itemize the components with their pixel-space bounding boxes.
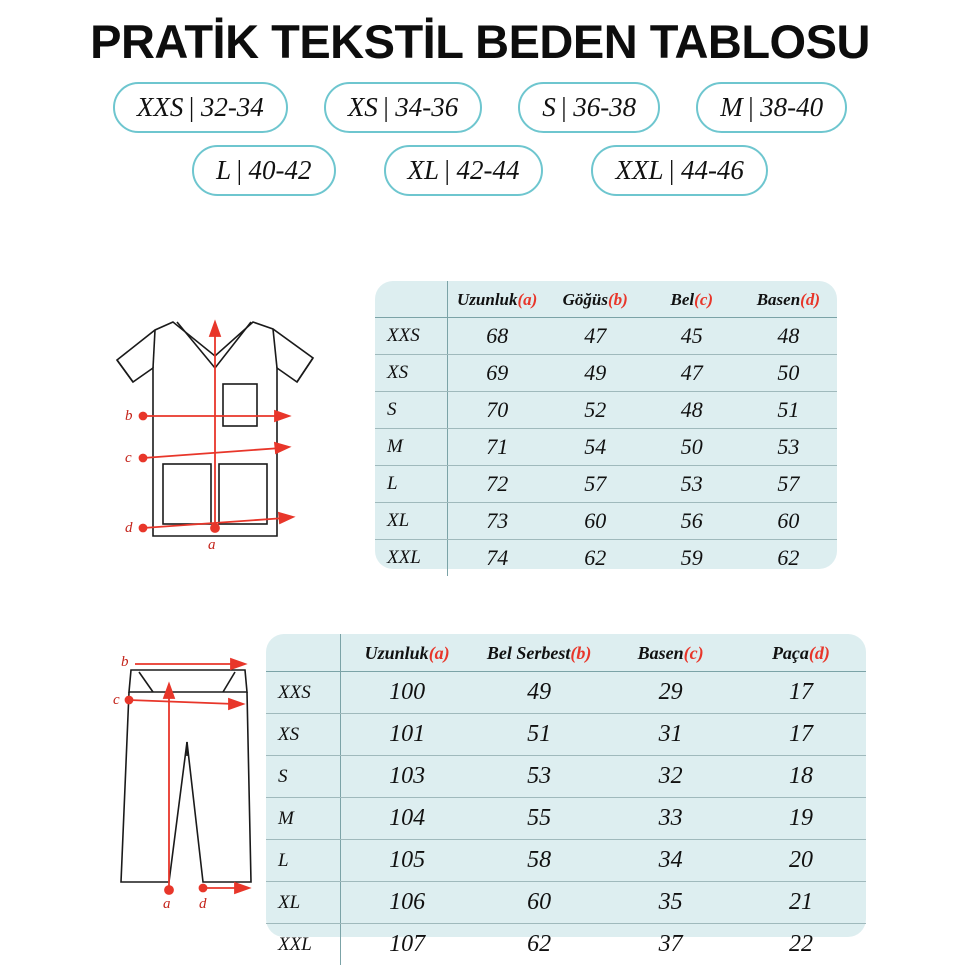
trousers-svg bbox=[95, 646, 295, 916]
table-corner-cell bbox=[266, 634, 341, 672]
table-row bbox=[375, 318, 837, 355]
size-pill-separator: | bbox=[187, 91, 195, 122]
row-size-label: S bbox=[266, 756, 341, 798]
size-pill-xs bbox=[324, 82, 482, 133]
table-corner-cell bbox=[375, 281, 447, 318]
cell-paca: 18 bbox=[736, 756, 866, 798]
table-row bbox=[266, 714, 866, 756]
table-row bbox=[266, 840, 866, 882]
cell-bel: 45 bbox=[644, 318, 740, 355]
size-pill-separator: | bbox=[235, 154, 243, 185]
size-pill-separator: | bbox=[559, 91, 568, 122]
trousers-measurements-panel bbox=[266, 634, 866, 957]
cell-gogus: 52 bbox=[546, 392, 643, 429]
cell-gogus: 62 bbox=[584, 545, 607, 570]
cell-basen: 60 bbox=[740, 503, 837, 540]
size-pill-label: XS bbox=[347, 91, 378, 122]
cell-uzunluk: 68 bbox=[447, 318, 546, 355]
cell-basen: 37 bbox=[658, 931, 683, 957]
table-row bbox=[375, 466, 837, 503]
column-header-paca: Paça(d) bbox=[736, 634, 866, 672]
cell-uzunluk: 100 bbox=[341, 672, 473, 714]
size-pill-range: 34-36 bbox=[395, 91, 459, 122]
size-pill-separator: | bbox=[381, 91, 390, 122]
size-pill-row-1 bbox=[0, 82, 960, 133]
cell-bel: 56 bbox=[644, 503, 740, 540]
cell-bel: 47 bbox=[644, 355, 740, 392]
column-header-uzunluk: Uzunluk(a) bbox=[341, 634, 473, 672]
cell-bel-serbest: 49 bbox=[473, 672, 605, 714]
size-pill-range: 36-38 bbox=[573, 91, 637, 122]
size-pill-range: 32-34 bbox=[200, 91, 264, 122]
cell-bel-serbest: 60 bbox=[473, 882, 605, 924]
size-pill-m bbox=[696, 82, 847, 133]
cell-bel: 50 bbox=[644, 429, 740, 466]
trousers-label-c: c bbox=[113, 692, 120, 708]
tunic-label-c: c bbox=[125, 450, 132, 466]
size-pill-range: 42-44 bbox=[456, 154, 520, 185]
size-pill-range: 44-46 bbox=[680, 154, 744, 185]
column-header-bel-serbest: Bel Serbest(b) bbox=[473, 634, 605, 672]
size-pill-separator: | bbox=[667, 154, 675, 185]
row-size-label: XL bbox=[375, 503, 447, 540]
size-pill-s bbox=[518, 82, 660, 133]
size-pill-separator: | bbox=[443, 154, 451, 185]
size-pill-xl bbox=[384, 145, 544, 196]
cell-uzunluk: 105 bbox=[341, 840, 473, 882]
cell-uzunluk: 70 bbox=[447, 392, 546, 429]
cell-basen: 34 bbox=[605, 840, 736, 882]
size-pill-label: XL bbox=[407, 154, 440, 185]
tunic-measurements-table bbox=[375, 281, 837, 576]
size-pill-label: L bbox=[216, 154, 232, 185]
trousers-measurements-table bbox=[266, 634, 866, 965]
cell-paca: 22 bbox=[788, 931, 813, 957]
size-pill-label: M bbox=[720, 91, 743, 122]
row-size-label: XL bbox=[266, 882, 341, 924]
size-pill-range: 38-40 bbox=[760, 91, 824, 122]
cell-paca: 21 bbox=[736, 882, 866, 924]
table-row bbox=[375, 503, 837, 540]
cell-basen: 33 bbox=[605, 798, 736, 840]
cell-uzunluk: 101 bbox=[341, 714, 473, 756]
cell-uzunluk: 73 bbox=[447, 503, 546, 540]
cell-basen: 62 bbox=[777, 545, 800, 570]
cell-basen: 35 bbox=[605, 882, 736, 924]
table-row bbox=[266, 924, 866, 966]
table-row bbox=[375, 429, 837, 466]
size-pill-label: XXL bbox=[615, 154, 664, 185]
cell-gogus: 57 bbox=[546, 466, 643, 503]
cell-uzunluk: 104 bbox=[341, 798, 473, 840]
table-row bbox=[266, 798, 866, 840]
cell-basen: 29 bbox=[605, 672, 736, 714]
column-header-gogus: Göğüs(b) bbox=[546, 281, 643, 318]
cell-paca: 20 bbox=[736, 840, 866, 882]
cell-bel-serbest: 53 bbox=[473, 756, 605, 798]
table-row bbox=[375, 392, 837, 429]
cell-bel: 48 bbox=[644, 392, 740, 429]
table-header-row bbox=[266, 634, 866, 672]
cell-bel: 53 bbox=[644, 466, 740, 503]
cell-paca: 17 bbox=[736, 672, 866, 714]
cell-uzunluk: 71 bbox=[447, 429, 546, 466]
column-header-bel: Bel(c) bbox=[644, 281, 740, 318]
tunic-label-a: a bbox=[208, 537, 216, 553]
tunic-diagram bbox=[95, 296, 335, 561]
cell-basen: 32 bbox=[605, 756, 736, 798]
cell-bel: 59 bbox=[680, 545, 703, 570]
cell-basen: 31 bbox=[605, 714, 736, 756]
size-pill-label: S bbox=[542, 91, 556, 122]
cell-uzunluk: 106 bbox=[341, 882, 473, 924]
cell-gogus: 49 bbox=[546, 355, 643, 392]
row-size-label: XS bbox=[266, 714, 341, 756]
trousers-label-b: b bbox=[121, 654, 129, 670]
cell-basen: 48 bbox=[740, 318, 837, 355]
size-pill-xxs bbox=[113, 82, 288, 133]
cell-bel-serbest: 62 bbox=[527, 931, 552, 957]
row-size-label: XXS bbox=[266, 672, 341, 714]
cell-basen: 53 bbox=[740, 429, 837, 466]
row-size-label: L bbox=[266, 840, 341, 882]
row-size-label: XXS bbox=[375, 318, 447, 355]
cell-uzunluk: 69 bbox=[447, 355, 546, 392]
column-header-basen: Basen(c) bbox=[605, 634, 736, 672]
row-size-label: M bbox=[266, 798, 341, 840]
cell-gogus: 60 bbox=[546, 503, 643, 540]
cell-paca: 19 bbox=[736, 798, 866, 840]
table-row bbox=[375, 355, 837, 392]
trousers-label-a: a bbox=[163, 896, 171, 912]
column-header-basen: Basen(d) bbox=[740, 281, 837, 318]
table-row bbox=[375, 540, 837, 577]
table-header-row bbox=[375, 281, 837, 318]
table-row bbox=[266, 882, 866, 924]
cell-uzunluk: 74 bbox=[486, 545, 509, 570]
cell-uzunluk: 103 bbox=[341, 756, 473, 798]
column-header-uzunluk: Uzunluk(a) bbox=[447, 281, 546, 318]
cell-bel-serbest: 51 bbox=[473, 714, 605, 756]
cell-bel-serbest: 58 bbox=[473, 840, 605, 882]
trousers-label-d: d bbox=[199, 896, 207, 912]
cell-gogus: 47 bbox=[546, 318, 643, 355]
page-title: PRATİK TEKSTİL BEDEN TABLOSU bbox=[90, 15, 870, 68]
table-row bbox=[266, 756, 866, 798]
row-size-label: XXL bbox=[375, 540, 447, 577]
trousers-diagram bbox=[95, 646, 295, 921]
size-pill-range: 40-42 bbox=[248, 154, 312, 185]
cell-bel-serbest: 55 bbox=[473, 798, 605, 840]
table-row bbox=[266, 672, 866, 714]
tunic-svg bbox=[95, 296, 335, 556]
row-size-label: XS bbox=[375, 355, 447, 392]
row-size-label: L bbox=[375, 466, 447, 503]
row-size-label: S bbox=[375, 392, 447, 429]
cell-uzunluk: 72 bbox=[447, 466, 546, 503]
cell-paca: 17 bbox=[736, 714, 866, 756]
size-pill-label: XXS bbox=[136, 91, 184, 122]
cell-basen: 57 bbox=[740, 466, 837, 503]
cell-uzunluk: 107 bbox=[389, 931, 426, 957]
tunic-measurements-panel bbox=[375, 281, 837, 569]
tunic-label-b: b bbox=[125, 408, 133, 424]
row-size-label: M bbox=[375, 429, 447, 466]
size-pill-l bbox=[192, 145, 335, 196]
size-pill-separator: | bbox=[746, 91, 755, 122]
size-pill-row-2 bbox=[0, 145, 960, 196]
tunic-label-d: d bbox=[125, 520, 133, 536]
cell-gogus: 54 bbox=[546, 429, 643, 466]
row-size-label: XXL bbox=[266, 924, 341, 966]
cell-basen: 51 bbox=[740, 392, 837, 429]
size-pill-xxl bbox=[591, 145, 767, 196]
cell-basen: 50 bbox=[740, 355, 837, 392]
